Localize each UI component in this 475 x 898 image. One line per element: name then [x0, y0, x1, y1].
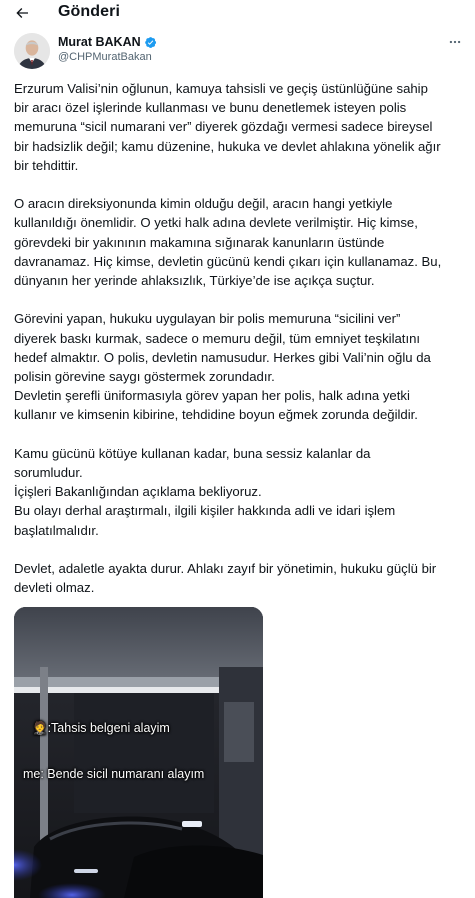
avatar[interactable]: [14, 33, 50, 69]
post-paragraph: O aracın direksiyonunda kimin olduğu değil, aracın hangi yetkiyle kullanıldığı önemlidir. O yetki halk adına devlete verilmiştir. Hiç kimse, görevdeki bir yakınının makamına sığınarak kanunların üstünde davranamaz. Hiç kimse, devletin gücünü kendi çıkarı için kullanamaz. Bu, dünyanın her yerinde ahlaksızlık, Türkiye’de ise açıkça suçtur.: [14, 196, 442, 289]
arrow-left-icon: [14, 5, 30, 21]
video-caption-2: me: Bende sicil numaranı alayım: [23, 767, 205, 781]
post-video[interactable]: [14, 607, 263, 898]
video-frame: [14, 607, 263, 898]
page-title: Gönderi: [58, 3, 121, 20]
post-paragraph: Görevini yapan, hukuku uygulayan bir polis memuruna “sicilini ver” diyerek baskı kurmak, sadece o memuru değil, tüm emniyet teşkilatını hedef almaktır. O polis, devletin namusudur. Herkes gibi Vali’nin oğlu da polisin görevine saygı göstermek zorundadır. Devletin şerefli üniformasıyla görev yapan her polis, halk adına yetki kullanır ve kimsenin kibirine, tehdidine boyun eğmek zorunda değildir.: [14, 311, 431, 423]
post-paragraph: Erzurum Valisi’nin oğlunun, kamuya tahsisli ve geçiş üstünlüğüne sahip bir aracı özel işlerinde kullanması ve bunu denetlemek isteyen polis memuruna “sicil numarani ver” diyerek gözdağı vermesi sadece bireysel bir hadsizlik değil; kamu düzenine, hukuka ve devlet ahlakına yönelik ağır bir tehdittir.: [14, 81, 441, 173]
more-options-button[interactable]: [446, 33, 464, 51]
post-paragraph: Devlet, adaletle ayakta durur. Ahlakı zayıf bir yönetimin, hukuku güçlü bir devleti olmaz.: [14, 561, 437, 596]
post-author: [14, 33, 464, 69]
more-horizontal-icon: [448, 35, 462, 49]
author-handle[interactable]: @CHPMuratBakan: [58, 51, 152, 63]
post-text: [14, 79, 466, 597]
video-caption-1: 🤵:Tahsis belgeni alayim: [32, 721, 170, 735]
post-paragraph: Kamu gücünü kötüye kullanan kadar, buna sessiz kalanlar da sorumludur. İçişleri Bakanlığından açıklama bekliyoruz. Bu olayı derhal araştırmalı, ilgili kişiler hakkında adli ve idari işlem başlatılmalıdır.: [14, 445, 396, 538]
author-name[interactable]: Murat BAKAN: [58, 35, 141, 49]
top-bar: [0, 0, 475, 26]
verified-badge-icon: [144, 36, 157, 49]
back-button[interactable]: [12, 3, 32, 23]
